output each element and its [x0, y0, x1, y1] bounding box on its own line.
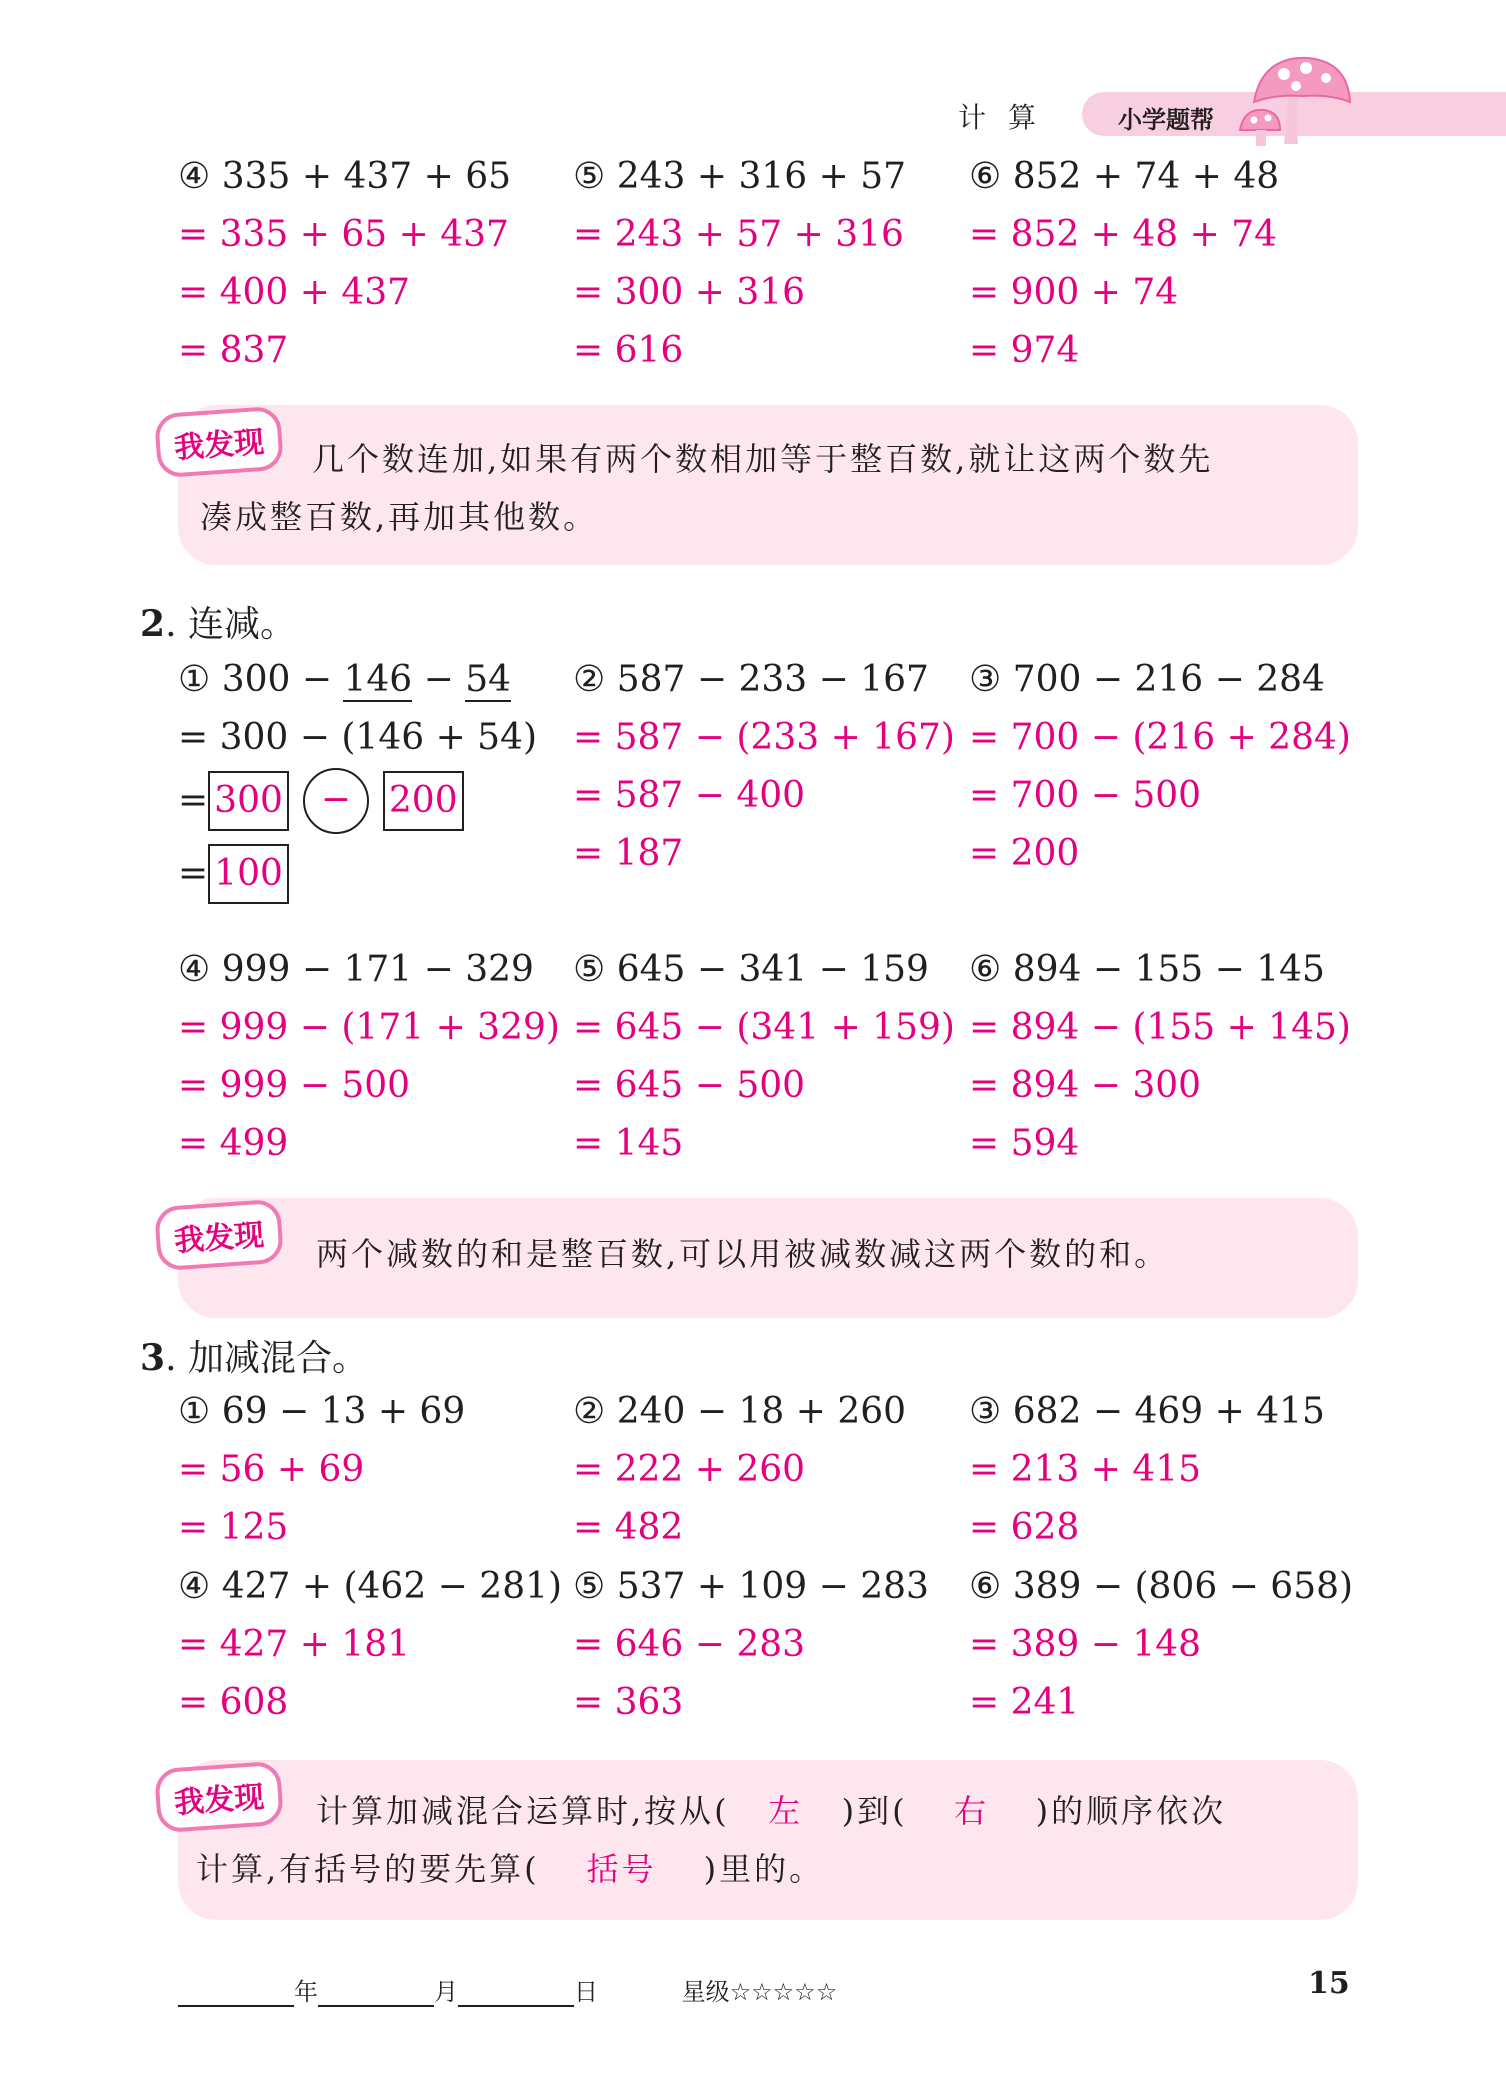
answer-step: = 300 + 316: [573, 272, 806, 313]
problem-label: ⑤ 645 − 341 − 159: [573, 949, 929, 990]
answer-step: = 700 − (216 + 284): [969, 717, 1351, 758]
answer-step: = 241: [969, 1682, 1080, 1723]
problem-label: ③ 700 − 216 − 284: [969, 659, 1325, 700]
answer-step: = 999 − 500: [178, 1065, 411, 1106]
problem-2-4: [178, 948, 560, 1166]
answer-step: = 616: [573, 330, 684, 371]
answer-step: = 187: [573, 833, 684, 874]
section-3-title: 3. 加减混合。: [140, 1337, 368, 1379]
answer-step: = 999 − (171 + 329): [178, 1007, 560, 1048]
day-blank: [458, 1979, 574, 2007]
problem-3-3: [969, 1390, 1325, 1550]
problem-label: ② 240 − 18 + 260: [573, 1391, 907, 1432]
answer-step: = 335 + 65 + 437: [178, 214, 509, 255]
worked-result: = 100: [178, 844, 537, 904]
underlined-operand: 54: [465, 659, 512, 700]
problem-3-6: [969, 1565, 1353, 1725]
answer-box: 100: [208, 844, 289, 904]
answer-step: = 400 + 437: [178, 272, 411, 313]
answer-step: = 645 − (341 + 159): [573, 1007, 955, 1048]
answer-step: = 837: [178, 330, 289, 371]
answer-step: = 894 − 300: [969, 1065, 1202, 1106]
answer-step: = 608: [178, 1682, 289, 1723]
problem-1-6: [969, 155, 1279, 373]
discover-text-line1: 两个减数的和是整百数,可以用被减数减这两个数的和。: [316, 1235, 1170, 1273]
mushroom-icon: [1236, 52, 1356, 148]
problem-label: ③ 682 − 469 + 415: [969, 1391, 1325, 1432]
problem-1-5: [573, 155, 906, 373]
answer-step: = 628: [969, 1507, 1080, 1548]
problem-label: ④ 427 + (462 − 281): [178, 1566, 563, 1607]
month-blank: [318, 1979, 434, 2007]
operator-circle: −: [303, 768, 369, 834]
answer-step: = 587 − (233 + 167): [573, 717, 955, 758]
discover-badge: 我发现: [154, 1199, 284, 1272]
answer-blank: 括号: [586, 1850, 657, 1888]
answer-step: = 894 − (155 + 145): [969, 1007, 1351, 1048]
answer-step: = 363: [573, 1682, 684, 1723]
answer-step: = 222 + 260: [573, 1449, 806, 1490]
problem-label: ⑤ 243 + 316 + 57: [573, 156, 907, 197]
problem-label: ⑤ 537 + 109 − 283: [573, 1566, 929, 1607]
discover-text-line1: 几个数连加,如果有两个数相加等于整百数,就让这两个数先: [312, 440, 1214, 478]
answer-step: = 243 + 57 + 316: [573, 214, 904, 255]
answer-box: 300: [208, 771, 289, 831]
problem-1-4: [178, 155, 511, 373]
problem-label: ⑥ 894 − 155 − 145: [969, 949, 1325, 990]
problem-2-1: [178, 658, 537, 904]
page-number: 15: [1308, 1966, 1350, 2001]
section-label: 计算: [958, 101, 1059, 134]
brand-label: 小学题帮: [1118, 106, 1214, 134]
problem-2-5: [573, 948, 955, 1166]
answer-step: = 389 − 148: [969, 1624, 1202, 1665]
date-line: 年 月 日 星级☆☆☆☆☆: [178, 1972, 837, 2007]
problem-label: ⑥ 852 + 74 + 48: [969, 156, 1280, 197]
worked-step: = 300 − (146 + 54): [178, 717, 538, 758]
answer-step: = 213 + 415: [969, 1449, 1202, 1490]
answer-step: = 145: [573, 1123, 684, 1164]
answer-step: = 587 − 400: [573, 775, 806, 816]
answer-step: = 852 + 48 + 74: [969, 214, 1278, 255]
answer-step: = 974: [969, 330, 1080, 371]
answer-step: = 900 + 74: [969, 272, 1179, 313]
worked-step-boxes: = 300 − 200: [178, 768, 537, 834]
answer-step: = 700 − 500: [969, 775, 1202, 816]
rating-stars: 星级☆☆☆☆☆: [681, 1978, 838, 2006]
discover-badge: 我发现: [154, 1761, 284, 1834]
problem-2-3: [969, 658, 1351, 876]
answer-box: 200: [383, 771, 464, 831]
problem-label: ① 300 − 146 − 54: [178, 659, 512, 700]
problem-3-5: [573, 1565, 929, 1725]
answer-step: = 594: [969, 1123, 1080, 1164]
answer-step: = 645 − 500: [573, 1065, 806, 1106]
discover-text-line1: 计算加减混合运算时,按从( 左 )到( 右 )的顺序依次: [316, 1782, 1226, 1840]
answer-step: = 499: [178, 1123, 289, 1164]
problem-label: ④ 335 + 437 + 65: [178, 156, 512, 197]
underlined-operand: 146: [343, 659, 413, 700]
problem-3-2: [573, 1390, 906, 1550]
answer-step: = 646 − 283: [573, 1624, 806, 1665]
answer-step: = 56 + 69: [178, 1449, 365, 1490]
answer-step: = 200: [969, 833, 1080, 874]
answer-blank: 右: [954, 1792, 990, 1830]
answer-step: = 125: [178, 1507, 289, 1548]
answer-step: = 482: [573, 1507, 684, 1548]
answer-blank: 左: [768, 1792, 804, 1830]
problem-2-6: [969, 948, 1351, 1166]
problem-2-2: [573, 658, 955, 876]
problem-3-1: [178, 1390, 465, 1550]
problem-label: ⑥ 389 − (806 − 658): [969, 1566, 1354, 1607]
discover-text-line2: 计算,有括号的要先算( 括号 )里的。: [196, 1840, 824, 1898]
discover-badge: 我发现: [154, 406, 284, 479]
answer-step: = 427 + 181: [178, 1624, 411, 1665]
problem-label: ① 69 − 13 + 69: [178, 1391, 466, 1432]
problem-label: ④ 999 − 171 − 329: [178, 949, 534, 990]
problem-label: ② 587 − 233 − 167: [573, 659, 929, 700]
problem-3-4: [178, 1565, 562, 1725]
discover-text-line2: 凑成整百数,再加其他数。: [200, 498, 599, 536]
year-blank: [178, 1979, 294, 2007]
section-2-title: 2. 连减。: [140, 603, 296, 645]
